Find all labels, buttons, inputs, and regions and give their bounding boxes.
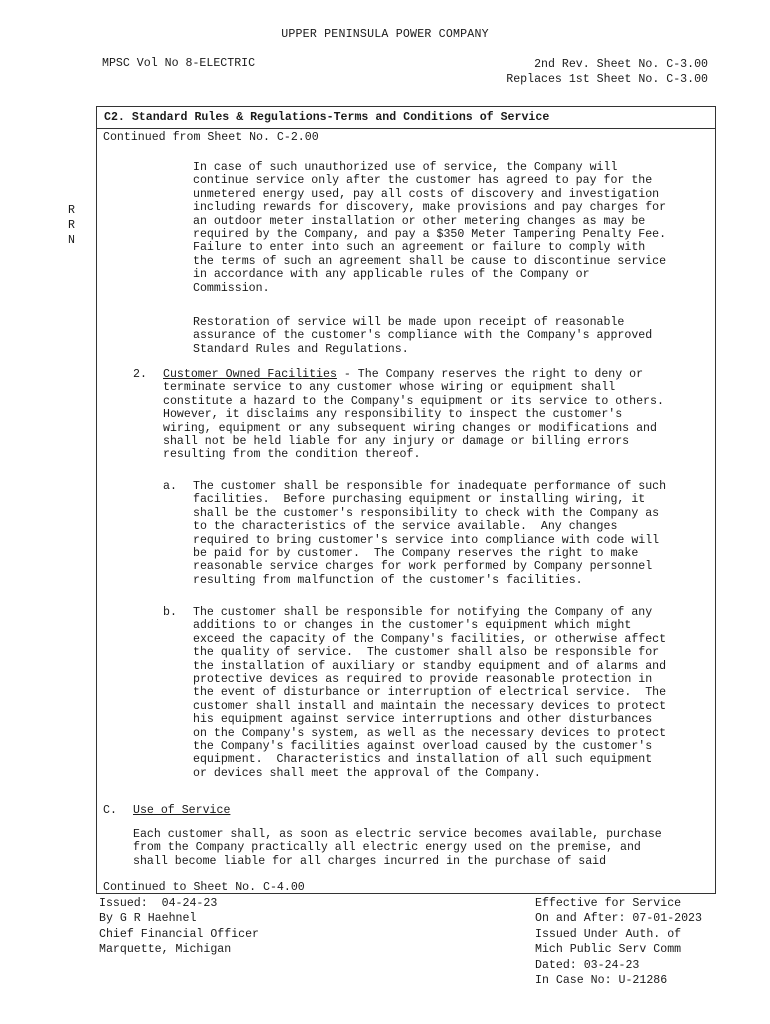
issued-date: Issued: 04-24-23 (99, 897, 218, 910)
effective-label: Effective for Service (535, 897, 682, 910)
tariff-volume: MPSC Vol No 8-ELECTRIC (102, 57, 256, 70)
issuer-location: Marquette, Michigan (99, 943, 232, 957)
issuer-title: Chief Financial Officer (99, 927, 260, 941)
item-a-label: a. (163, 480, 177, 493)
sheet-number-block (506, 57, 708, 87)
issued-by: By G R Haehnel (99, 912, 197, 926)
section-title: C2. Standard Rules & Regulations-Terms and Conditions of Service (104, 111, 550, 124)
use-of-service-paragraph: Each customer shall, as soon as electric service becomes available, purchase from the Company practically all electric energy used on the premise, and shall become liable for all charges incurred in the purchase of said (133, 828, 662, 868)
item-a-paragraph: The customer shall be responsible for inadequate performance of such facilities. Before purchasing equipment or installing wiring, it shall be the customer's responsibility to check with the Company as to the characteristics of the service available. Any changes required to bring customer's service into compliance with code will be paid for by customer. The Company reserves the right to make reasonable service charges for work performed by Company personnel resulting from malfunction of the customer's facilities. (193, 480, 667, 587)
company-name: UPPER PENINSULA POWER COMPANY (281, 28, 489, 41)
authority-line: Issued Under Auth. of (535, 927, 682, 941)
restoration-paragraph: Restoration of service will be made upon receipt of reasonable assurance of the customer's compliance with the Company's approved Standard Rules and Regulations. (193, 316, 653, 356)
order-date: Dated: 03-24-23 (535, 958, 640, 972)
sheet-replaces: Replaces 1st Sheet No. C-3.00 (506, 73, 708, 86)
margin-mark: R (68, 204, 75, 217)
item-2-paragraph (163, 368, 664, 462)
effective-block (535, 896, 702, 988)
revision-margin-marks (68, 203, 75, 248)
section-c-label: C. (103, 804, 117, 817)
continued-to: Continued to Sheet No. C-4.00 (103, 881, 305, 894)
section-c-heading: Use of Service (133, 804, 231, 817)
item-b-label: b. (163, 606, 177, 619)
unauthorized-use-paragraph: In case of such unauthorized use of service, the Company will continue service only after the customer has agreed to pay for the unmetered energy used, pay all costs of discovery and investigation including rewards for discovery, make provisions and pay charges for an outdoor meter installation or other metering changes as may be required by the Company, and pay a $350 Meter Tampering Penalty Fee. Failure to enter into such an agreement or failure to comply with the terms of such an agreement shall be cause to discontinue service in accordance with any applicable rules of the Company or Commission. (193, 161, 667, 295)
item-2-number: 2. (133, 368, 147, 381)
sheet-revision: 2nd Rev. Sheet No. C-3.00 (534, 58, 708, 71)
item-2-body: terminate service to any customer whose wiring or equipment shall constitute a hazard to the Company's equipment or its service to others. However, it disclaims any responsibility to inspect the customer's wiring, equipment or any subsequent wiring changes or modifications and shall not be held liable for any injury or damage or billing errors resulting from the condition thereof. (163, 381, 664, 462)
case-number: In Case No: U-21286 (535, 974, 668, 988)
section-title-row (97, 107, 715, 129)
margin-mark: R (68, 219, 75, 232)
commission-name: Mich Public Serv Comm (535, 943, 682, 957)
item-2-heading: Customer Owned Facilities (163, 368, 337, 381)
issued-block (99, 896, 259, 958)
effective-date: On and After: 07-01-2023 (535, 912, 702, 926)
item-b-paragraph: The customer shall be responsible for notifying the Company of any additions to or changes in the customer's equipment which might exceed the capacity of the Company's facilities, or otherwise affect the quality of service. The customer shall also be responsible for the installation of auxiliary or standby equipment and of alarms and protective devices as required to provide reasonable protection in the event of disturbance or interruption of electrical service. The customer shall install and maintain the necessary devices to protect his equipment against service interruptions and other disturbances on the Company's system, as well as the necessary devices to protect the Company's facilities against overload caused by the customer's equipment. Characteristics and installation of all such equipment or devices shall meet the approval of the Company. (193, 606, 667, 780)
margin-mark: N (68, 234, 75, 247)
continued-from: Continued from Sheet No. C-2.00 (103, 131, 319, 144)
item-2-first-line: - The Company reserves the right to deny or (336, 368, 644, 381)
